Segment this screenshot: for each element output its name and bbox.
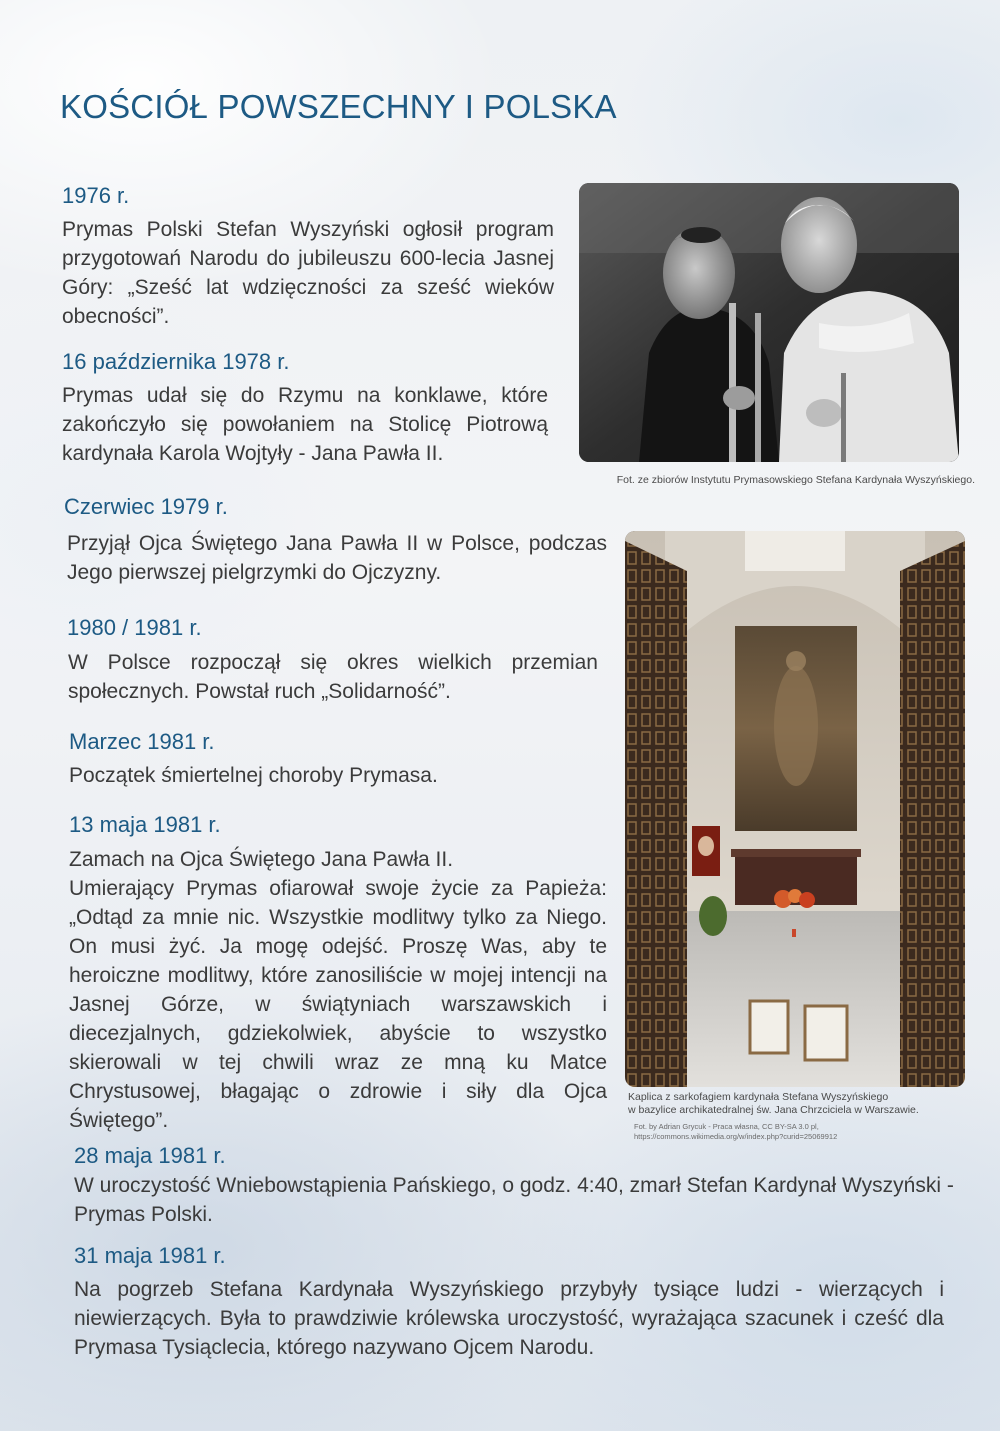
page-title: KOŚCIÓŁ POWSZECHNY I POLSKA (60, 88, 617, 125)
event-text-marzec-1981: Początek śmiertelnej choroby Prymasa. (69, 764, 438, 787)
event-text-1976: Prymas Polski Stefan Wyszyński ogłosił program przygotowań Narodu do jubileuszu 600-lecia Jasnej Góry: „Sześć lat wdzięczności za sześć wieków obecności”. (62, 218, 554, 328)
event-date-28-maja-1981: 28 maja 1981 r. (74, 1143, 226, 1168)
photo-cardinal-and-pope (579, 183, 959, 462)
event-text-13-maja-1981-quote: Umierający Prymas ofiarował swoje życie za Papieża: „Odtąd za mnie nic. Wszystkie modlitwy tylko za Niego. On musi żyć. Ja mogę odejść. Proszę Was, aby te heroiczne modlitwy, które zanosiliście w mojej intencji na Jasnej Górze, w świątyniach warszawskich i diecezjalnych, gdziekolwiek, abyście to wszystko skierowali w tej chwili wraz ze mną ku Matce Chrystusowej, błagając o zdrowie i siły dla Ojca Świętego”. (69, 877, 607, 1132)
event-text-31-maja-1981: Na pogrzeb Stefana Kardynała Wyszyńskiego przybyły tysiące ludzi - wierzących i niewierzących. Była to prawdziwie królewska uroczystość, wyrażająca szacunek i cześć dla Prymasa Tysiąclecia, którego nazywano Ojcem Narodu. (74, 1278, 944, 1359)
photo2-credit-line1: Fot. by Adrian Grycuk - Praca własna, CC BY-SA 3.0 pl, (634, 1122, 819, 1131)
photo2-caption-line2: w bazylice archikatedralnej św. Jana Chrzciciela w Warszawie. (628, 1104, 919, 1116)
event-date-1978: 16 października 1978 r. (62, 349, 290, 374)
event-date-31-maja-1981: 31 maja 1981 r. (74, 1243, 226, 1268)
photo2-credit-line2: https://commons.wikimedia.org/w/index.php?curid=25069912 (634, 1132, 838, 1141)
photo2-caption-line1: Kaplica z sarkofagiem kardynała Stefana Wyszyńskiego (628, 1091, 889, 1103)
photo1-caption: Fot. ze zbiorów Instytutu Prymasowskiego Stefana Kardynała Wyszyńskiego. (616, 474, 975, 486)
event-text-1979: Przyjął Ojca Świętego Jana Pawła II w Polsce, podczas Jego pierwszej pielgrzymki do Ojczyzny. (67, 532, 607, 584)
event-date-marzec-1981: Marzec 1981 r. (69, 729, 215, 754)
event-date-1976: 1976 r. (62, 183, 130, 208)
event-text-13-maja-1981: Zamach na Ojca Świętego Jana Pawła II. (69, 848, 454, 871)
event-date-1980-1981: 1980 / 1981 r. (67, 615, 202, 640)
event-date-1979: Czerwiec 1979 r. (64, 494, 228, 519)
event-text-1978: Prymas udał się do Rzymu na konklawe, które zakończyło się powołaniem na Stolicę Piotrową kardynała Karola Wojtyły - Jana Pawła II. (62, 384, 548, 465)
photo-chapel-sarcophagus (625, 531, 965, 1087)
event-date-13-maja-1981: 13 maja 1981 r. (69, 812, 221, 837)
event-text-1980-1981: W Polsce rozpoczął się okres wielkich przemian społecznych. Powstał ruch „Solidarność”. (68, 651, 598, 703)
event-text-28-maja-1981: W uroczystość Wniebowstąpienia Pańskiego, o godz. 4:40, zmarł Stefan Kardynał Wyszyński - Prymas Polski. (74, 1174, 954, 1226)
